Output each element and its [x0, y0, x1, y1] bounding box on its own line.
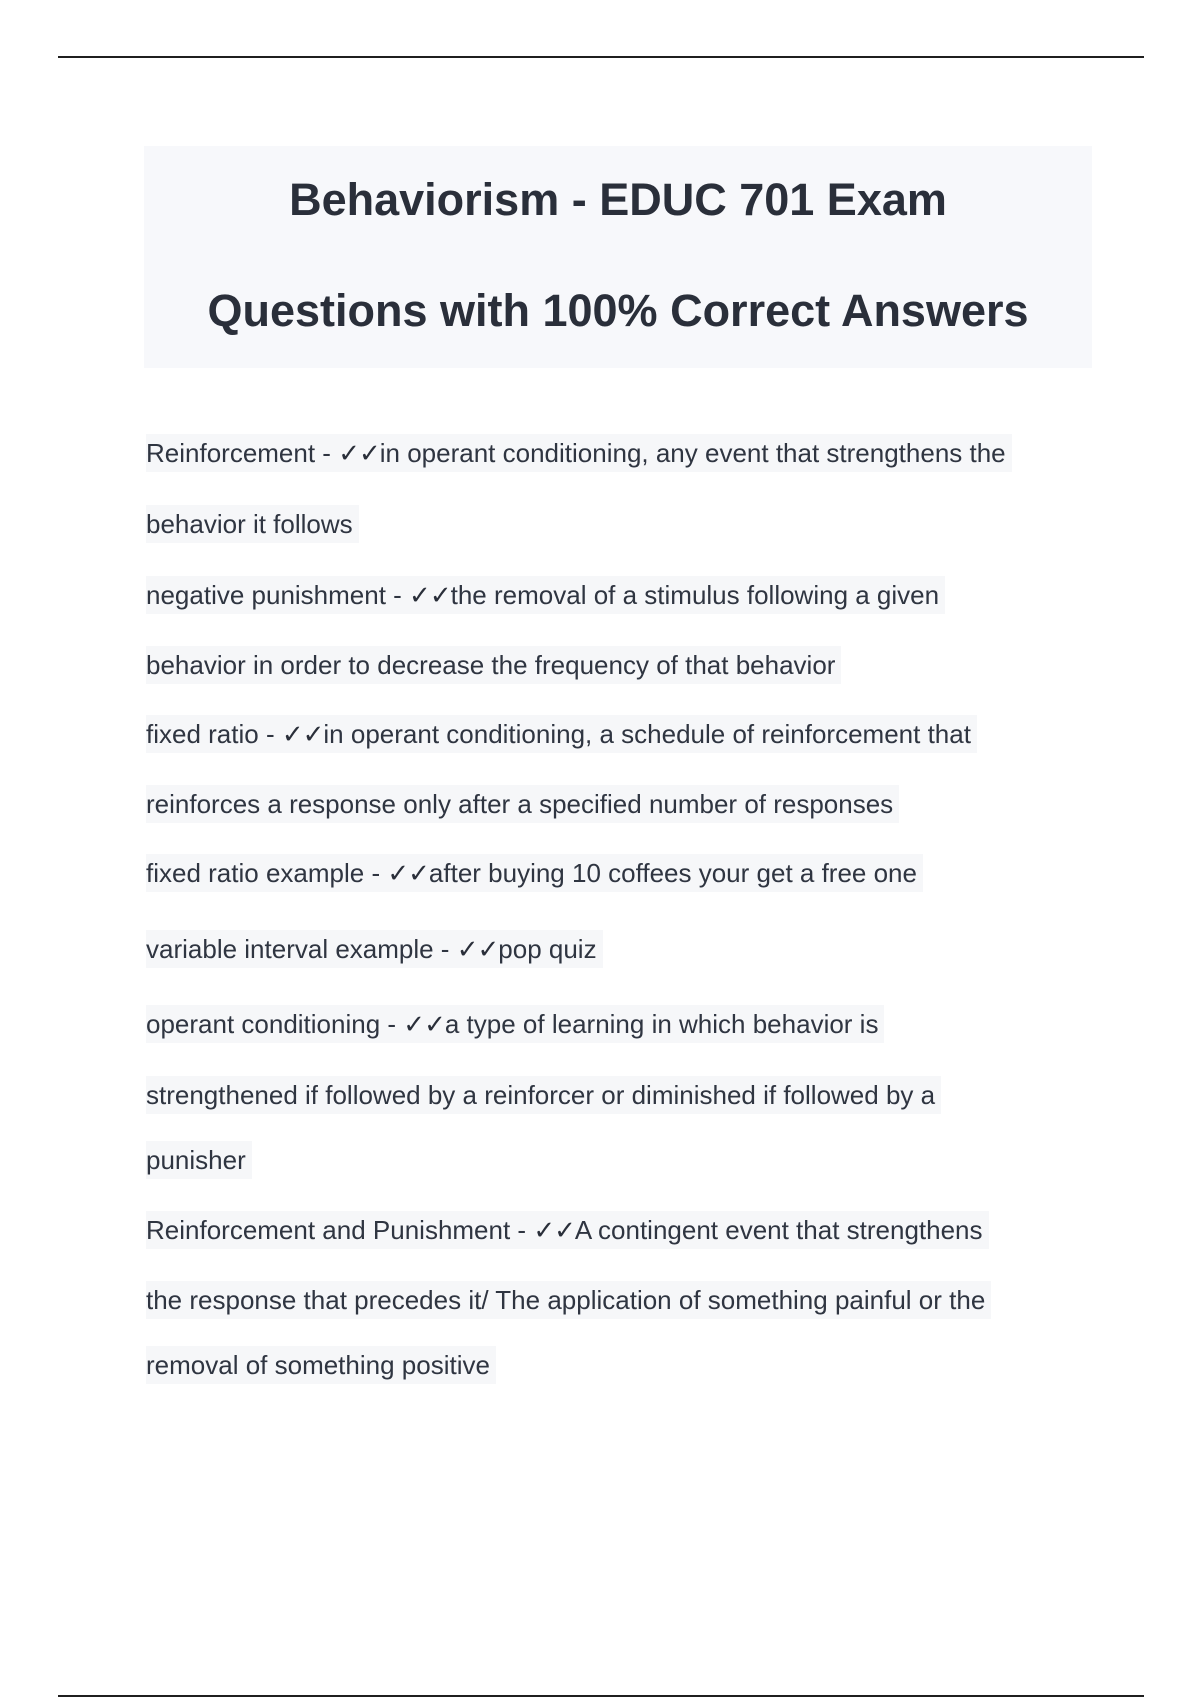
entry-term: operant conditioning -	[146, 1009, 404, 1039]
entry-reinforcement-and-punishment-line-1	[146, 1211, 989, 1249]
entry-reinforcement-and-punishment-line-2: the response that precedes it/ The application of something painful or the	[146, 1281, 991, 1319]
entry-definition: the removal of a stimulus following a given	[450, 580, 940, 610]
entry-reinforcement-and-punishment-line-3: removal of something positive	[146, 1346, 496, 1384]
entry-fixed-ratio-line-2: reinforces a response only after a specified number of responses	[146, 785, 899, 823]
double-check-icon: ✓✓	[456, 934, 499, 964]
title-box	[144, 146, 1092, 368]
entry-definition: after buying 10 coffees your get a free one	[428, 858, 917, 888]
entry-term: fixed ratio example -	[146, 858, 388, 888]
double-check-icon: ✓✓	[533, 1215, 575, 1245]
entry-definition: A contingent event that strengthens	[574, 1215, 983, 1245]
entry-operant-conditioning-line-2: strengthened if followed by a reinforcer or diminished if followed by a	[146, 1076, 941, 1114]
entry-variable-interval-example	[146, 930, 603, 968]
bottom-rule	[58, 1695, 1144, 1697]
entry-term: negative punishment -	[146, 580, 410, 610]
entry-operant-conditioning-line-1	[146, 1005, 884, 1043]
entry-term: Reinforcement -	[146, 438, 339, 468]
double-check-icon: ✓✓	[338, 438, 380, 468]
entry-definition: in operant conditioning, any event that strengthens the	[379, 438, 1006, 468]
top-rule	[58, 56, 1144, 58]
entry-definition: a type of learning in which behavior is	[444, 1009, 879, 1039]
entry-term: Reinforcement and Punishment -	[146, 1215, 534, 1245]
entry-reinforcement-line-2: behavior it follows	[146, 505, 359, 543]
double-check-icon: ✓✓	[409, 580, 451, 610]
double-check-icon: ✓✓	[281, 719, 324, 749]
page-title-line-1: Behaviorism - EDUC 701 Exam	[289, 174, 947, 225]
entry-fixed-ratio-example	[146, 854, 923, 892]
entry-definition: in operant conditioning, a schedule of reinforcement that	[323, 719, 971, 749]
entry-negative-punishment-line-2: behavior in order to decrease the frequency of that behavior	[146, 646, 841, 684]
entry-reinforcement-line-1	[146, 434, 1012, 472]
double-check-icon: ✓✓	[387, 858, 429, 888]
entry-definition: pop quiz	[498, 934, 597, 964]
entry-term: fixed ratio -	[146, 719, 282, 749]
entry-operant-conditioning-line-3: punisher	[146, 1141, 252, 1179]
entry-term: variable interval example -	[146, 934, 457, 964]
entry-fixed-ratio-line-1	[146, 715, 977, 753]
page-title-line-2: Questions with 100% Correct Answers	[207, 285, 1029, 336]
entry-negative-punishment-line-1	[146, 576, 945, 614]
double-check-icon: ✓✓	[403, 1009, 445, 1039]
